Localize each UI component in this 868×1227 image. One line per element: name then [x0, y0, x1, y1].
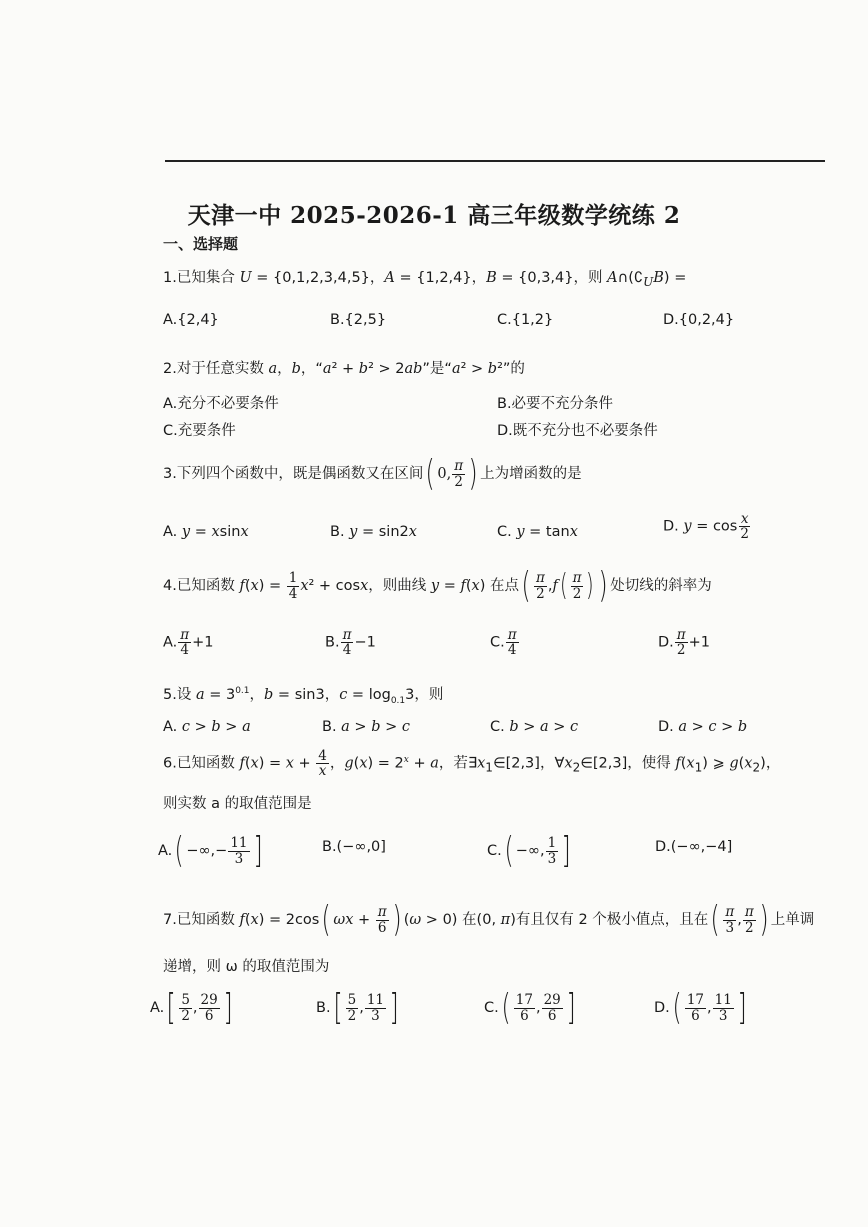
question-3-option-d: D. y = cos $\frac{x}{2}$	[663, 511, 749, 543]
question-2-stem: 2.对于任意实数 a，b，“a² + b² > 2ab”是“a² > b²”的	[163, 361, 525, 377]
question-5-option-a: A. c > b > a	[163, 719, 251, 735]
question-6-option-a: A.( −∞,− $\frac{11}{3}$ ]	[158, 830, 263, 871]
question-1-option-a: A.{2,4}	[163, 312, 219, 328]
question-7-option-c: C.( $\frac{17}{6}$ , $\frac{29}{6}$ ]	[484, 987, 576, 1028]
question-1-option-b: B.{2,5}	[330, 312, 387, 328]
question-5-option-c: C. b > a > c	[490, 719, 579, 735]
question-4-option-b: B. $\frac{\pi}{4}$ −1	[325, 627, 376, 659]
question-2-option-b: B.必要不充分条件	[497, 396, 614, 412]
question-3-option-a: A. y = xsinx	[163, 524, 249, 540]
question-7-stem: 7.已知函数 f(x) = 2cos( ωx + $\frac{\pi}{6}$ ) (ω > 0) 在(0, π)有且仅有 2 个极小值点，且在( $\frac{\pi}{3}$ , $\frac{\pi}{2}$ ) 上单调	[163, 899, 815, 940]
question-4-option-c: C. $\frac{\pi}{4}$	[490, 627, 517, 659]
question-3-option-b: B. y = sin2x	[330, 524, 417, 540]
question-5-stem: 5.设 $a = 3^{0.1}$，b = sin3，$c = \log_{0.1}3$，则	[163, 686, 444, 706]
exam-title: 天津一中 2025-2026-1 高三年级数学统练 2	[187, 202, 681, 229]
question-7-option-a: A.[ $\frac{5}{2}$ , $\frac{29}{6}$ ]	[150, 987, 233, 1028]
header-rule	[165, 160, 825, 162]
question-4-stem: 4.已知函数 f(x) = $\frac{1}{4}$ x² + cosx，则曲线 y = f(x) 在点( $\frac{\pi}{2}$ ,f( $\frac{\pi}{2}$ ) ) 处切线的斜率为	[163, 565, 712, 606]
question-6-option-c: C.( −∞, $\frac{1}{3}$ ]	[487, 830, 571, 871]
question-4-option-a: A. $\frac{\pi}{4}$ +1	[163, 627, 214, 659]
question-6-stem: 6.已知函数 f(x) = x + $\frac{4}{x}$ ，$g(x) = 2^x + a$，若$\exists x_1\in[2,3]$，$\forall x_2\in[2,3]$，使得 $f(x_1)$ ⩾ $g(x_2)$，	[163, 748, 781, 780]
question-5-option-b: B. a > b > c	[322, 719, 410, 735]
question-7-stem-line2: 递增，则 ω 的取值范围为	[163, 959, 330, 975]
question-3-stem: 3.下列四个函数中，既是偶函数又在区间( 0, $\frac{\pi}{2}$ ) 上为增函数的是	[163, 453, 582, 494]
question-1-option-d: D.{0,2,4}	[663, 312, 735, 328]
question-7-option-d: D.( $\frac{17}{6}$ , $\frac{11}{3}$ ]	[654, 987, 747, 1028]
question-2-option-d: D.既不充分也不必要条件	[497, 423, 658, 439]
question-2-option-c: C.充要条件	[163, 423, 236, 439]
question-7-option-b: B.[ $\frac{5}{2}$ , $\frac{11}{3}$ ]	[316, 987, 399, 1028]
question-6-stem-line2: 则实数 a 的取值范围是	[163, 796, 312, 812]
question-6-option-b: B.(−∞,0]	[322, 839, 386, 855]
question-2-option-a: A.充分不必要条件	[163, 396, 279, 412]
question-6-option-d: D.(−∞,−4]	[655, 839, 733, 855]
question-1-stem: 1.已知集合 U = {0,1,2,3,4,5}，A = {1,2,4}，B = {0,3,4}，则 $A\cap(∁_UB)$ =	[163, 270, 687, 289]
question-1-option-c: C.{1,2}	[497, 312, 554, 328]
question-5-option-d: D. a > c > b	[658, 719, 748, 735]
question-3-option-c: C. y = tanx	[497, 524, 578, 540]
section-heading: 一、选择题	[163, 235, 239, 253]
question-4-option-d: D. $\frac{\pi}{2}$ +1	[658, 627, 711, 659]
